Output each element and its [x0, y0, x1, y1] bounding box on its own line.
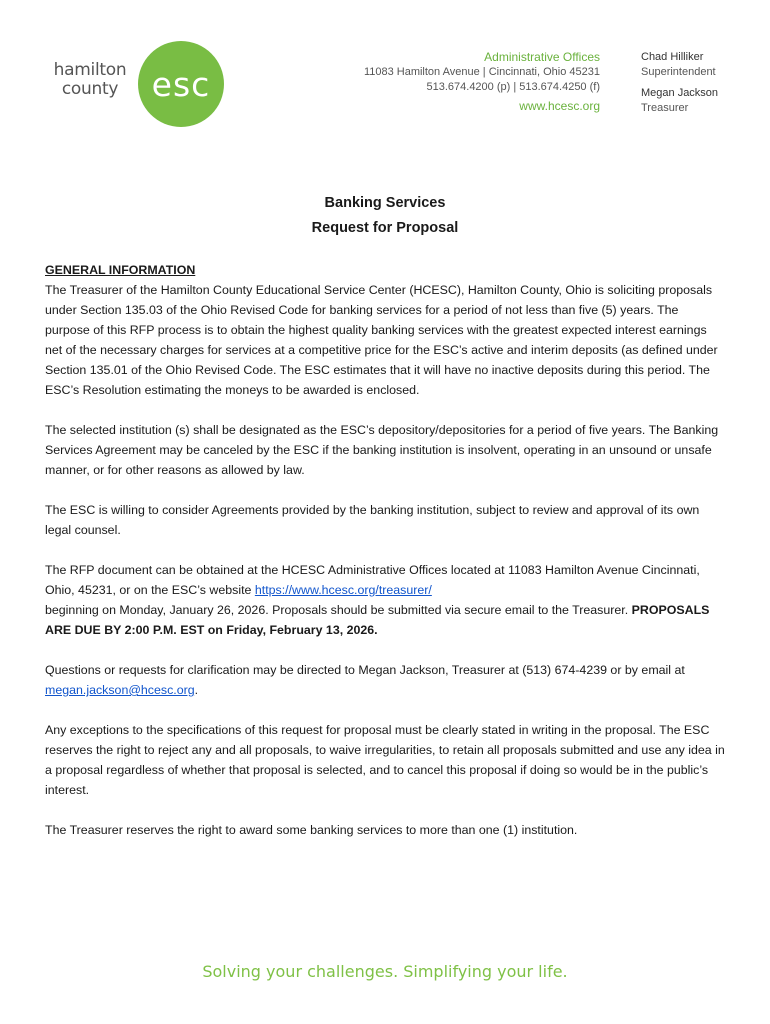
paragraph-6: Any exceptions to the specifications of this request for proposal must be clearly stated in writing in the proposal. The ESC reserves the right to reject any and all proposals, to waive irregularities, to retain all proposals submitted and use any idea in a proposal regardless of whether that proposal is selected, and to cancel this proposal if doing so would be in the public’s interest. — [45, 723, 725, 797]
paragraph-5-text-b: . — [194, 683, 199, 697]
paragraph-4-text-b: beginning on Monday, January 26, 2026. Proposals should be submitted via secure email to the Treasurer. — [45, 603, 632, 617]
treasurer-title: Treasurer — [641, 102, 689, 114]
title-line-2: Request for Proposal — [311, 220, 459, 236]
footer-tagline: Solving your challenges. Simplifying your life. — [202, 962, 568, 981]
office-phone: 513.674.4200 (p) | 513.674.4250 (f) — [426, 81, 600, 93]
hamilton-county-esc-logo — [44, 41, 234, 127]
office-address: 11083 Hamilton Avenue | Cincinnati, Ohio 45231 — [363, 66, 600, 78]
paragraph-4 — [45, 560, 725, 640]
esc-logo-circle: esc — [138, 41, 224, 127]
paragraph-5-text-a: Questions or requests for clarification may be directed to Megan Jackson, Treasurer at (513) 674-4239 or by email at — [45, 663, 685, 677]
paragraph-5 — [45, 660, 725, 700]
treasurer-email-link[interactable]: megan.jackson@hcesc.org — [45, 683, 195, 697]
superintendent-name: Chad Hilliker — [641, 51, 704, 63]
office-website[interactable]: www.hcesc.org — [519, 99, 600, 113]
paragraph-3: The ESC is willing to consider Agreements provided by the banking institution, subject to review and approval of its own legal counsel. — [45, 503, 700, 537]
logo-line-1: hamilton — [53, 60, 127, 80]
paragraph-7: The Treasurer reserves the right to award some banking services to more than one (1) institution. — [45, 823, 578, 837]
paragraph-4-text-a: The RFP document can be obtained at the HCESC Administrative Offices located at 11083 Hamilton Avenue Cincinnati, Ohio, 45231, or on the ESC’s website — [45, 563, 700, 597]
due-date-notice: PROPOSALS ARE DUE BY 2:00 P.M. EST on Friday, February 13, 2026. — [45, 603, 710, 637]
office-title: Administrative Offices — [484, 50, 600, 64]
office-info — [364, 50, 600, 114]
staff-info — [641, 50, 718, 116]
logo-line-2: county — [61, 79, 119, 99]
paragraph-1: The Treasurer of the Hamilton County Educational Service Center (HCESC), Hamilton County, Ohio is soliciting proposals under Section 135.03 of the Ohio Revised Code for banking services for a period of not less than five (5) years. The purpose of this RFP process is to obtain the highest quality banking services with the greatest expected interest earnings net of the necessary charges for services at a competitive price for the ESC’s active and interim deposits (as defined under Section 135.01 of the Ohio Revised Code. The ESC estimates that it will have no inactive deposits during this period. The ESC’s Resolution estimating the moneys to be awarded is enclosed. — [45, 283, 718, 397]
treasurer-page-link[interactable]: https://www.hcesc.org/treasurer/ — [254, 583, 432, 597]
logo-wordmark — [44, 61, 136, 99]
document-title — [0, 191, 770, 241]
section-heading: GENERAL INFORMATION — [45, 263, 196, 277]
title-line-1: Banking Services — [324, 195, 446, 211]
treasurer-name: Megan Jackson — [641, 87, 719, 99]
superintendent-title: Superintendent — [641, 66, 716, 78]
paragraph-2: The selected institution (s) shall be designated as the ESC’s depository/depositories for a period of five years. The Banking Services Agreement may be canceled by the ESC if the banking institution is insolvent, operating in an unsound or unsafe manner, or for other reasons as allowed by law. — [45, 423, 719, 477]
document-body — [45, 260, 725, 860]
